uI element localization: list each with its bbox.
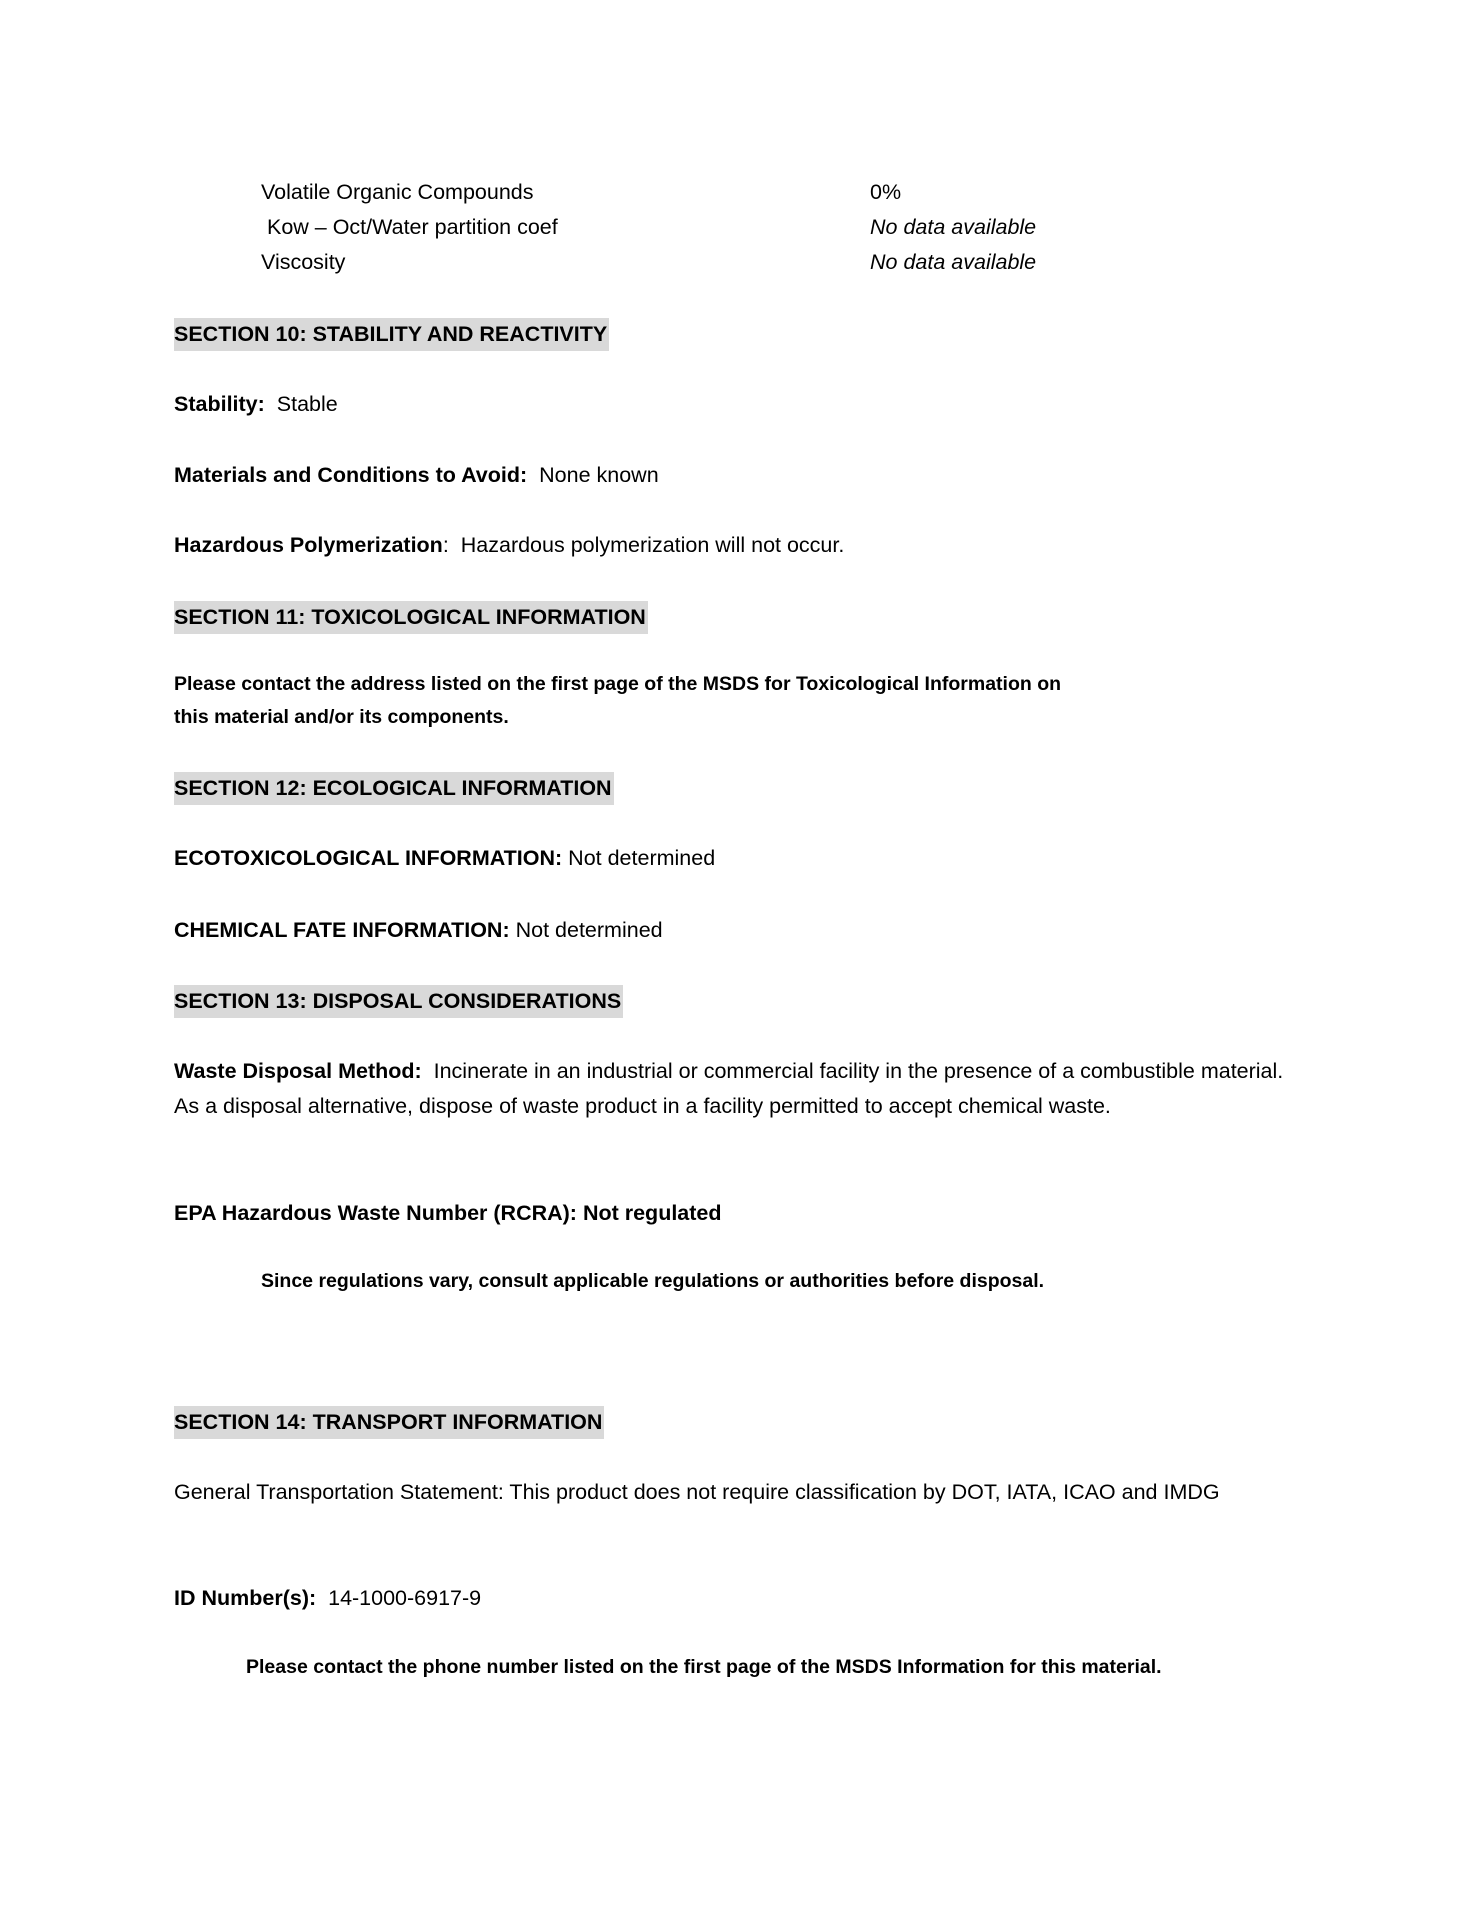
stability-label: Stability: — [174, 392, 265, 416]
chemical-fate-label: CHEMICAL FATE INFORMATION: — [174, 918, 510, 942]
prop-value-voc: 0% — [870, 180, 902, 204]
section-10-heading: SECTION 10: STABILITY AND REACTIVITY — [174, 318, 609, 351]
transport-note: Please contact the phone number listed on the first page of the MSDS Information for this material. — [246, 1656, 1162, 1678]
prop-value-kow: No data available — [870, 215, 1037, 239]
toxicological-note: Please contact the address listed on the first page of the MSDS for Toxicological Information on this material and/or its components. — [174, 673, 1062, 728]
materials-value: None known — [539, 463, 659, 487]
waste-disposal-line — [174, 1054, 1304, 1124]
section-11-heading: SECTION 11: TOXICOLOGICAL INFORMATION — [174, 601, 648, 634]
ecotox-label: ECOTOXICOLOGICAL INFORMATION: — [174, 846, 563, 870]
stability-value: Stable — [276, 392, 338, 416]
materials-label: Materials and Conditions to Avoid: — [174, 463, 528, 487]
polymerization-line — [174, 528, 844, 563]
prop-label-kow: Kow – Oct/Water partition coef — [261, 215, 558, 239]
epa-waste-number: EPA Hazardous Waste Number (RCRA): Not regulated — [174, 1201, 722, 1225]
materials-line — [174, 458, 659, 493]
disposal-note: Since regulations vary, consult applicable regulations or authorities before disposal. — [261, 1270, 1045, 1292]
ecotox-value: Not determined — [568, 846, 716, 870]
stability-line — [174, 387, 338, 422]
id-number-value: 14-1000-6917-9 — [328, 1586, 482, 1610]
waste-disposal-value: Incinerate in an industrial or commercial facility in the presence of a combustible material. As a disposal alternative, dispose of waste product in a facility permitted to accept chemical waste. — [174, 1059, 1284, 1118]
general-transport-statement: General Transportation Statement: This product does not require classification by DOT, IATA, ICAO and IMDG — [174, 1480, 1220, 1504]
id-number-label: ID Number(s): — [174, 1586, 317, 1610]
waste-disposal-label: Waste Disposal Method: — [174, 1059, 422, 1083]
chemical-fate-value: Not determined — [515, 918, 663, 942]
prop-label-viscosity: Viscosity — [261, 250, 346, 274]
polymerization-label: Hazardous Polymerization — [174, 533, 443, 557]
ecotox-line — [174, 841, 715, 876]
prop-label-voc: Volatile Organic Compounds — [261, 180, 534, 204]
chemical-fate-line — [174, 913, 663, 948]
id-number-line — [174, 1581, 481, 1616]
section-12-heading: SECTION 12: ECOLOGICAL INFORMATION — [174, 772, 614, 805]
prop-value-viscosity: No data available — [870, 250, 1037, 274]
polymerization-value: : Hazardous polymerization will not occur. — [442, 533, 845, 557]
section-13-heading: SECTION 13: DISPOSAL CONSIDERATIONS — [174, 985, 623, 1018]
section-14-heading: SECTION 14: TRANSPORT INFORMATION — [174, 1406, 604, 1439]
